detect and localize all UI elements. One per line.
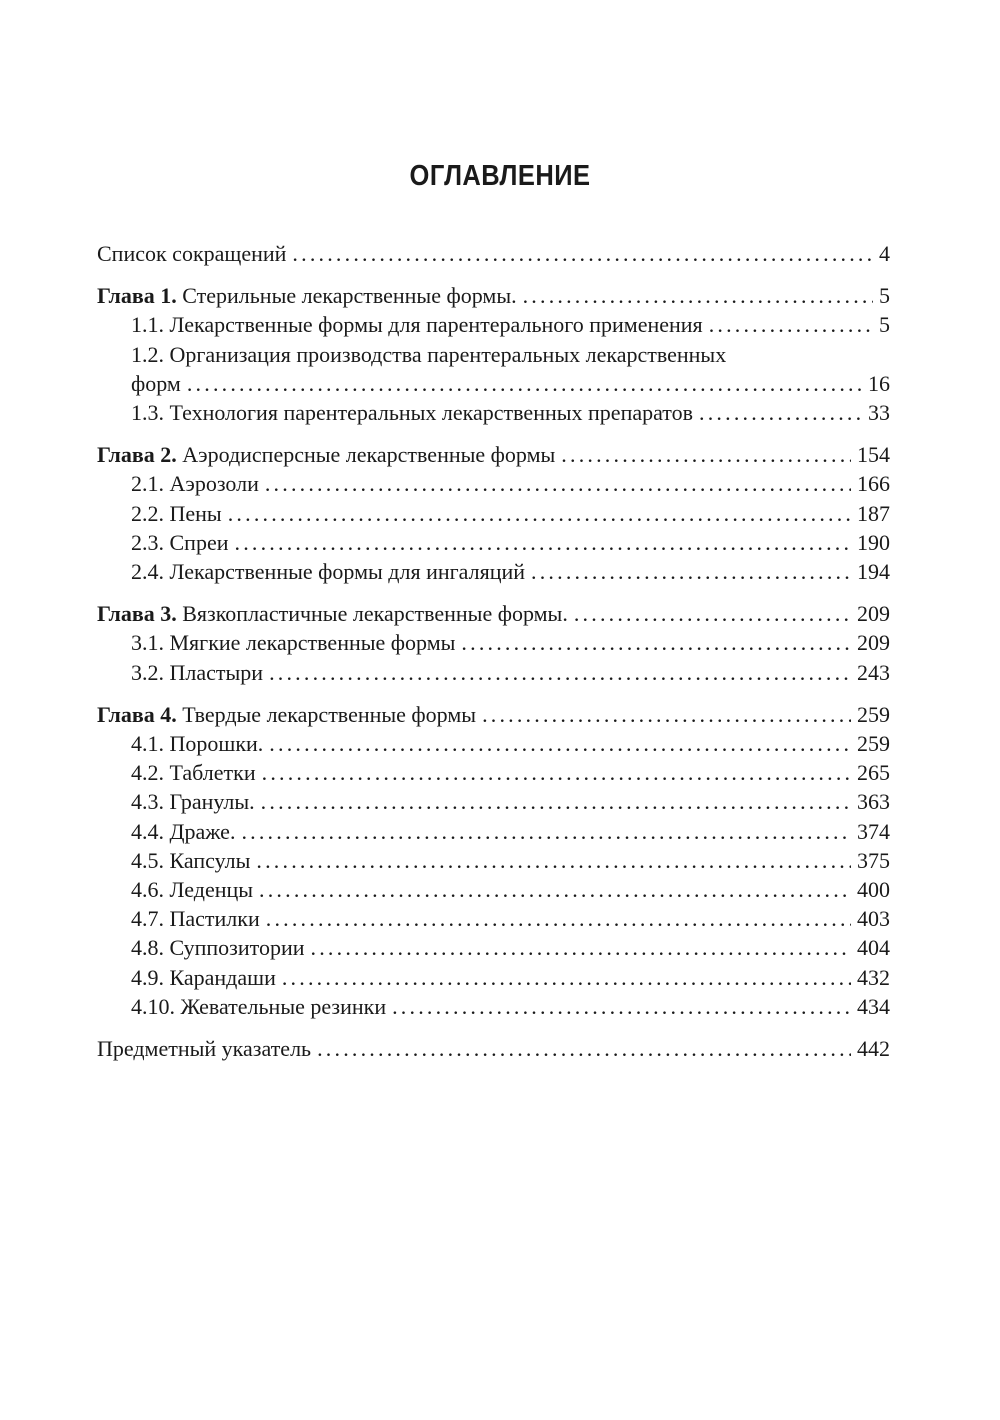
toc-page-number: 209: [857, 601, 890, 627]
toc-group-back: [97, 1034, 890, 1063]
toc-entry-section-3-1[interactable]: [97, 628, 890, 657]
dot-leader: [531, 557, 851, 586]
toc-entry-chapter-2[interactable]: [97, 440, 890, 469]
dot-leader: [523, 281, 873, 310]
toc-entry-label: [97, 599, 568, 628]
toc-entry-chapter-1[interactable]: [97, 281, 890, 310]
toc-entry-label: 2.4. Лекарственные формы для ингаляций: [131, 559, 526, 585]
toc-entry-section-1-3[interactable]: [97, 398, 890, 427]
dot-leader: [392, 992, 851, 1021]
dot-leader: [265, 469, 851, 498]
toc-entry-section-2-1[interactable]: [97, 469, 890, 498]
toc-page-number: 5: [879, 312, 890, 338]
toc-entry-section-4-1[interactable]: [97, 729, 890, 758]
toc-page-number: 259: [857, 731, 890, 757]
toc-entry-section-4-5[interactable]: [97, 846, 890, 875]
chapter-prefix: Глава 3.: [97, 601, 177, 627]
toc-entry-section-2-4[interactable]: [97, 557, 890, 586]
toc-entry-label: 4.7. Пастилки: [131, 906, 260, 932]
toc-page-number: 374: [857, 818, 890, 844]
toc-entry-label: Предметный указатель: [97, 1036, 312, 1062]
toc-group-chapter-2: [97, 440, 890, 586]
dot-leader: [482, 700, 851, 729]
toc-entry-label: [97, 281, 517, 310]
dot-leader: [187, 369, 862, 398]
chapter-title: Стерильные лекарственные формы.: [182, 283, 517, 309]
toc-page-number: 432: [857, 964, 890, 990]
dot-leader: [262, 758, 851, 787]
chapter-prefix: Глава 1.: [97, 283, 177, 309]
dot-leader: [269, 658, 851, 687]
dot-leader: [261, 787, 851, 816]
toc-entry-section-3-2[interactable]: [97, 658, 890, 687]
toc-group-chapter-3: [97, 599, 890, 687]
toc-entry-label: 4.2. Таблетки: [131, 760, 256, 786]
toc-group-front: [97, 239, 890, 268]
toc-entry-section-4-6[interactable]: [97, 875, 890, 904]
toc-entry-label: 4.4. Драже.: [131, 818, 236, 844]
toc-entry-section-1-2[interactable]: [97, 369, 890, 398]
toc-page-number: 33: [868, 400, 890, 426]
toc-entry-section-4-7[interactable]: [97, 904, 890, 933]
toc-entry-section-2-2[interactable]: [97, 499, 890, 528]
toc-entry-label: [97, 700, 476, 729]
toc-entry-label: 3.1. Мягкие лекарственные формы: [131, 630, 456, 656]
toc-entry-label: 2.2. Пены: [131, 500, 222, 526]
toc-page-number: 4: [879, 241, 890, 266]
toc-page-number: 434: [857, 993, 890, 1019]
toc-page-number: 363: [857, 789, 890, 815]
toc-entry-label: 4.10. Жевательные резинки: [131, 993, 387, 1019]
toc-entry-label: 4.3. Гранулы.: [131, 789, 255, 815]
toc-page-number: 154: [857, 442, 890, 468]
toc-page-number: 265: [857, 760, 890, 786]
dot-leader: [574, 599, 851, 628]
dot-leader: [292, 239, 873, 268]
toc-page-number: 190: [857, 529, 890, 555]
toc-entry-section-4-9[interactable]: [97, 963, 890, 992]
chapter-title: Вязкопластичные лекарственные формы.: [182, 601, 568, 627]
toc-entry-abbreviations[interactable]: [97, 239, 890, 268]
toc-page-number: 442: [857, 1036, 890, 1062]
toc-entry-label: 4.8. Суппозитории: [131, 935, 305, 961]
toc-entry-label: 2.1. Аэрозоли: [131, 471, 259, 497]
toc-group-chapter-4: [97, 700, 890, 1021]
dot-leader: [235, 528, 852, 557]
toc-group-chapter-1: [97, 281, 890, 427]
toc-entry-section-4-10[interactable]: [97, 992, 890, 1021]
toc-entry-section-4-8[interactable]: [97, 933, 890, 962]
dot-leader: [317, 1034, 851, 1063]
dot-leader: [269, 729, 851, 758]
toc-entry-label: 4.1. Порошки.: [131, 731, 264, 757]
toc-entry-label: [97, 440, 555, 469]
toc-entry-label: форм: [131, 370, 181, 396]
dot-leader: [699, 398, 862, 427]
dot-leader: [266, 904, 851, 933]
dot-leader: [561, 440, 851, 469]
toc-page-number: 375: [857, 847, 890, 873]
toc-entry-label: 4.6. Леденцы: [131, 877, 254, 903]
toc-entry-chapter-3[interactable]: [97, 599, 890, 628]
toc-page-number: 209: [857, 630, 890, 656]
toc-page-number: 16: [868, 370, 890, 396]
toc-entry-section-4-2[interactable]: [97, 758, 890, 787]
toc-entry-label: 1.1. Лекарственные формы для парентерального применения: [131, 312, 703, 338]
dot-leader: [709, 310, 873, 339]
toc-entry-label: 4.9. Карандаши: [131, 964, 276, 990]
toc-entry-section-4-3[interactable]: [97, 787, 890, 816]
toc-entry-chapter-4[interactable]: [97, 700, 890, 729]
chapter-prefix: Глава 4.: [97, 701, 177, 727]
dot-leader: [259, 875, 851, 904]
toc-page-number: 400: [857, 877, 890, 903]
toc-entry-section-2-3[interactable]: [97, 528, 890, 557]
dot-leader: [256, 846, 851, 875]
toc-entry-section-1-2-line1[interactable]: 1.2. Организация производства парентеральных лекарственных: [131, 341, 727, 367]
table-of-contents: [97, 239, 890, 1063]
toc-entry-label: Список сокращений: [97, 241, 287, 266]
toc-page-number: 166: [857, 471, 890, 497]
dot-leader: [228, 499, 851, 528]
chapter-title: Аэродисперсные лекарственные формы: [182, 442, 556, 468]
toc-entry-section-4-4[interactable]: [97, 817, 890, 846]
toc-entry-label: 1.3. Технология парентеральных лекарственных препаратов: [131, 400, 694, 426]
toc-page-number: 403: [857, 906, 890, 932]
toc-page-number: 259: [857, 701, 890, 727]
toc-entry-index[interactable]: [97, 1034, 890, 1063]
toc-entry-label: 2.3. Спреи: [131, 529, 229, 555]
dot-leader: [311, 933, 851, 962]
page-title: ОГЛАВЛЕНИЕ: [409, 160, 591, 192]
toc-entry-label: 4.5. Капсулы: [131, 847, 251, 873]
toc-page-number: 194: [857, 559, 890, 585]
toc-entry-section-1-1[interactable]: [97, 310, 890, 339]
toc-page-number: 5: [879, 283, 890, 309]
chapter-prefix: Глава 2.: [97, 442, 177, 468]
chapter-title: Твердые лекарственные формы: [182, 701, 477, 727]
toc-page-number: 243: [857, 659, 890, 685]
dot-leader: [241, 817, 851, 846]
dot-leader: [461, 628, 851, 657]
toc-page-number: 404: [857, 935, 890, 961]
dot-leader: [282, 963, 851, 992]
toc-page-number: 187: [857, 500, 890, 526]
toc-entry-label: 3.2. Пластыри: [131, 659, 264, 685]
